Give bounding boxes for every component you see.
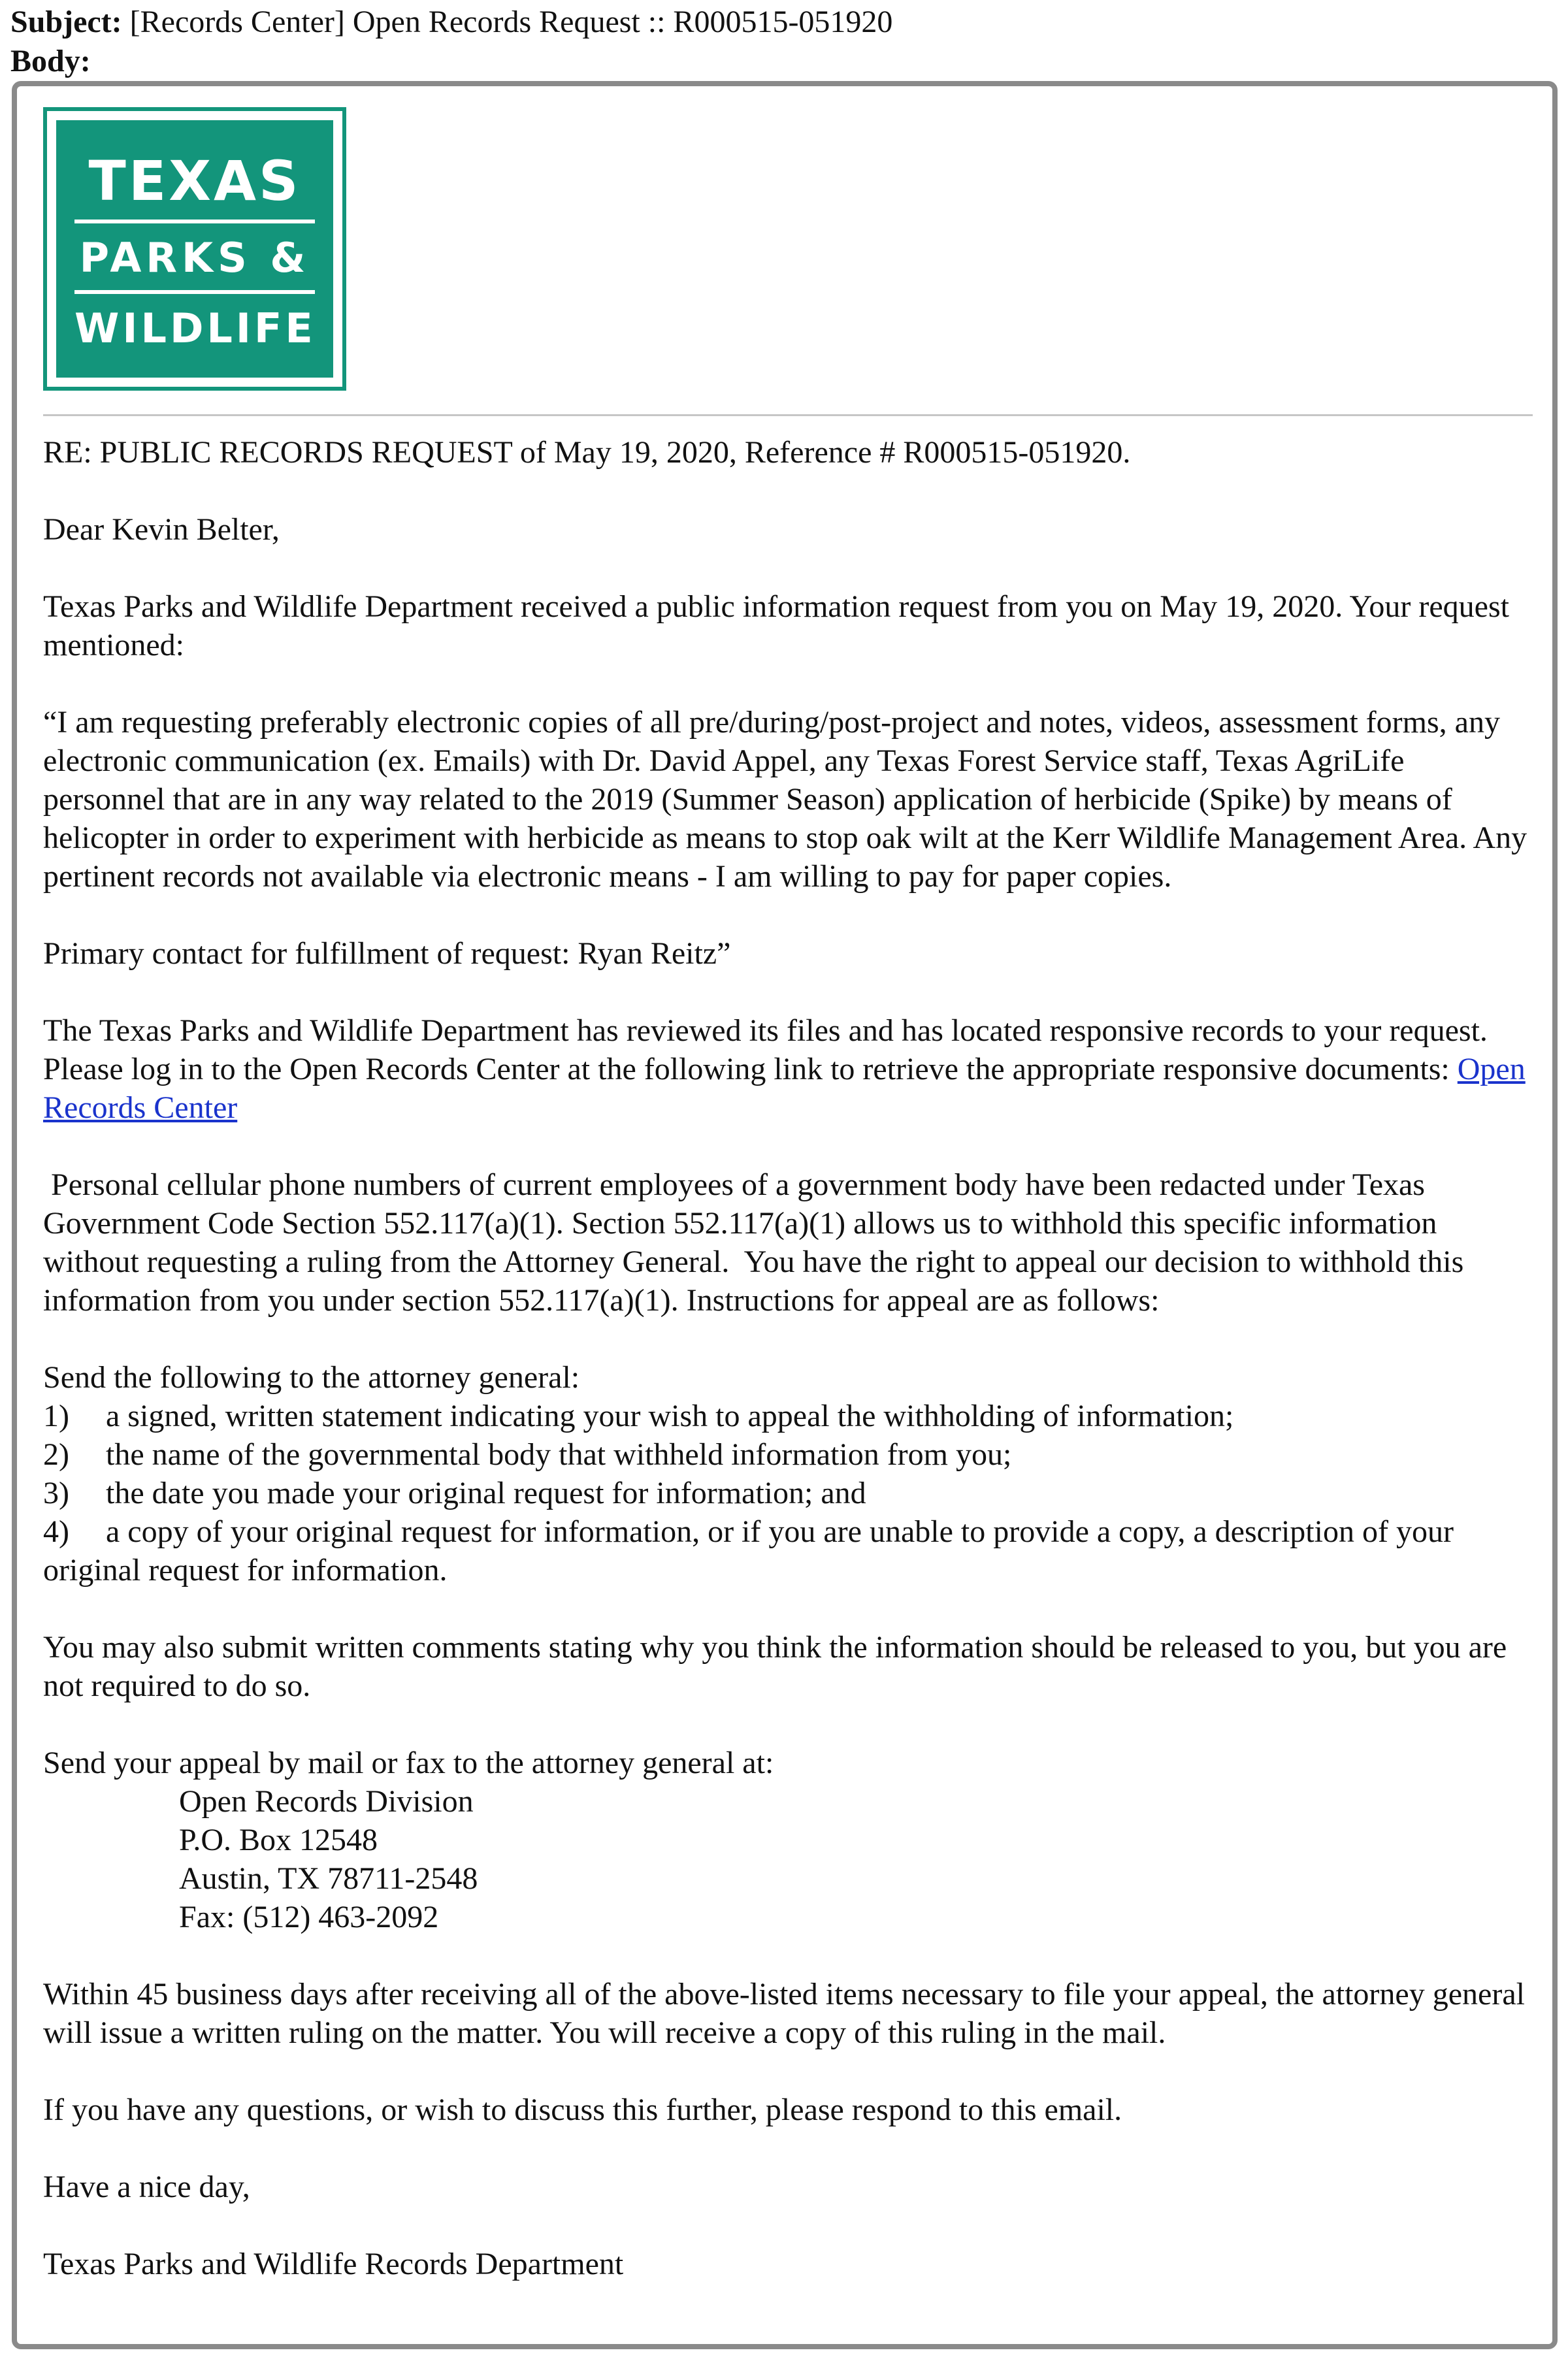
salutation: Dear Kevin Belter, bbox=[43, 512, 280, 547]
appeal-step-2 bbox=[43, 1435, 1533, 1474]
redaction-paragraph: Personal cellular phone numbers of current employees of a government body have been redacted under Texas Government Code Section 552.117(a)(1). Section 552.117(a)(1) allows us to withhold this specific information without requesting a ruling from the Attorney General. You have the right to appeal our decision to withhold this information from you under section 552.117(a)(1). Instructions for appeal are as follows: bbox=[43, 1167, 1472, 1318]
logo-rule-top bbox=[74, 220, 315, 223]
step-number: 2) bbox=[43, 1437, 69, 1472]
subject-label: Subject: bbox=[10, 5, 122, 39]
request-quote: “I am requesting preferably electronic copies of all pre/during/post-project and notes, videos, assessment forms, any electronic communication (ex. Emails) with Dr. David Appel, any Texas Forest Service staff, Texas AgriLife personnel that are in any way related to the 2019 (Summer Season) application of herbicide (Spike) by means of helicopter in order to experiment with herbicide as means to stop oak wilt at the Kerr Wildlife Management Area. Any pertinent records not available via electronic means - I am willing to pay for paper copies. bbox=[43, 705, 1527, 894]
step-text: the name of the governmental body that withheld information from you; bbox=[106, 1437, 1012, 1472]
logo-text-wildlife: WILDLIFE bbox=[74, 304, 316, 352]
primary-contact: Primary contact for fulfillment of request: Ryan Reitz” bbox=[43, 936, 731, 971]
records-located-paragraph bbox=[43, 1011, 1533, 1127]
divider bbox=[43, 414, 1533, 416]
subject-text: [Records Center] Open Records Request :: R000515-051920 bbox=[129, 5, 893, 39]
tpwd-logo bbox=[43, 107, 346, 391]
body-label: Body: bbox=[10, 44, 91, 78]
intro-paragraph: Texas Parks and Wildlife Department received a public information request from you on May 19, 2020. Your request mentioned: bbox=[43, 589, 1509, 662]
logo-text-texas: TEXAS bbox=[88, 149, 301, 213]
step-text: the date you made your original request for information; and bbox=[106, 1476, 866, 1510]
address-line-city: Austin, TX 78711-2548 bbox=[179, 1861, 478, 1896]
tpwd-logo-plate bbox=[56, 120, 333, 378]
appeal-step-1 bbox=[43, 1397, 1533, 1435]
appeal-address-intro: Send your appeal by mail or fax to the attorney general at: bbox=[43, 1746, 774, 1780]
step-number: 4) bbox=[43, 1514, 69, 1549]
step-number: 1) bbox=[43, 1399, 69, 1433]
written-comments-paragraph: You may also submit written comments stating why you think the information should be released to you, but you are not required to do so. bbox=[43, 1630, 1507, 1703]
records-located-text: The Texas Parks and Wildlife Department has reviewed its files and has located responsive records to your request. Please log in to the Open Records Center at the following link to retrieve the appropriate responsive documents: bbox=[43, 1013, 1488, 1086]
step-text: a copy of your original request for information, or if you are unable to provide a copy, a description of your original request for information. bbox=[43, 1514, 1454, 1588]
step-number: 3) bbox=[43, 1476, 69, 1510]
signature: Texas Parks and Wildlife Records Department bbox=[43, 2247, 624, 2281]
open-records-center-link[interactable]: Open Records Center bbox=[43, 1052, 1526, 1125]
step-text: a signed, written statement indicating your wish to appeal the withholding of information; bbox=[106, 1399, 1234, 1433]
appeal-step-4 bbox=[43, 1512, 1533, 1589]
address-line-fax: Fax: (512) 463-2092 bbox=[179, 1900, 439, 1934]
closing: Have a nice day, bbox=[43, 2170, 250, 2204]
ruling-timeline-paragraph: Within 45 business days after receiving all of the above-listed items necessary to file your appeal, the attorney general will issue a written ruling on the matter. You will receive a copy of this ruling in the mail. bbox=[43, 1977, 1525, 2050]
appeal-steps-intro: Send the following to the attorney general: bbox=[43, 1360, 580, 1395]
address-line-division: Open Records Division bbox=[179, 1784, 474, 1819]
appeal-address-block bbox=[43, 1744, 1533, 1936]
subject-line bbox=[10, 3, 892, 42]
re-line: RE: PUBLIC RECORDS REQUEST of May 19, 2020, Reference # R000515-051920. bbox=[43, 435, 1131, 470]
logo-rule-bottom bbox=[74, 290, 315, 294]
body-line bbox=[10, 42, 892, 81]
email-header bbox=[10, 3, 892, 81]
email-body-frame bbox=[12, 81, 1558, 2349]
appeal-steps bbox=[43, 1358, 1533, 1589]
appeal-step-3 bbox=[43, 1474, 1533, 1512]
logo-text-parks: PARKS & bbox=[79, 234, 310, 282]
email-body-content bbox=[43, 107, 1533, 2322]
address-line-pobox: P.O. Box 12548 bbox=[179, 1823, 378, 1857]
questions-paragraph: If you have any questions, or wish to discuss this further, please respond to this email. bbox=[43, 2092, 1122, 2127]
